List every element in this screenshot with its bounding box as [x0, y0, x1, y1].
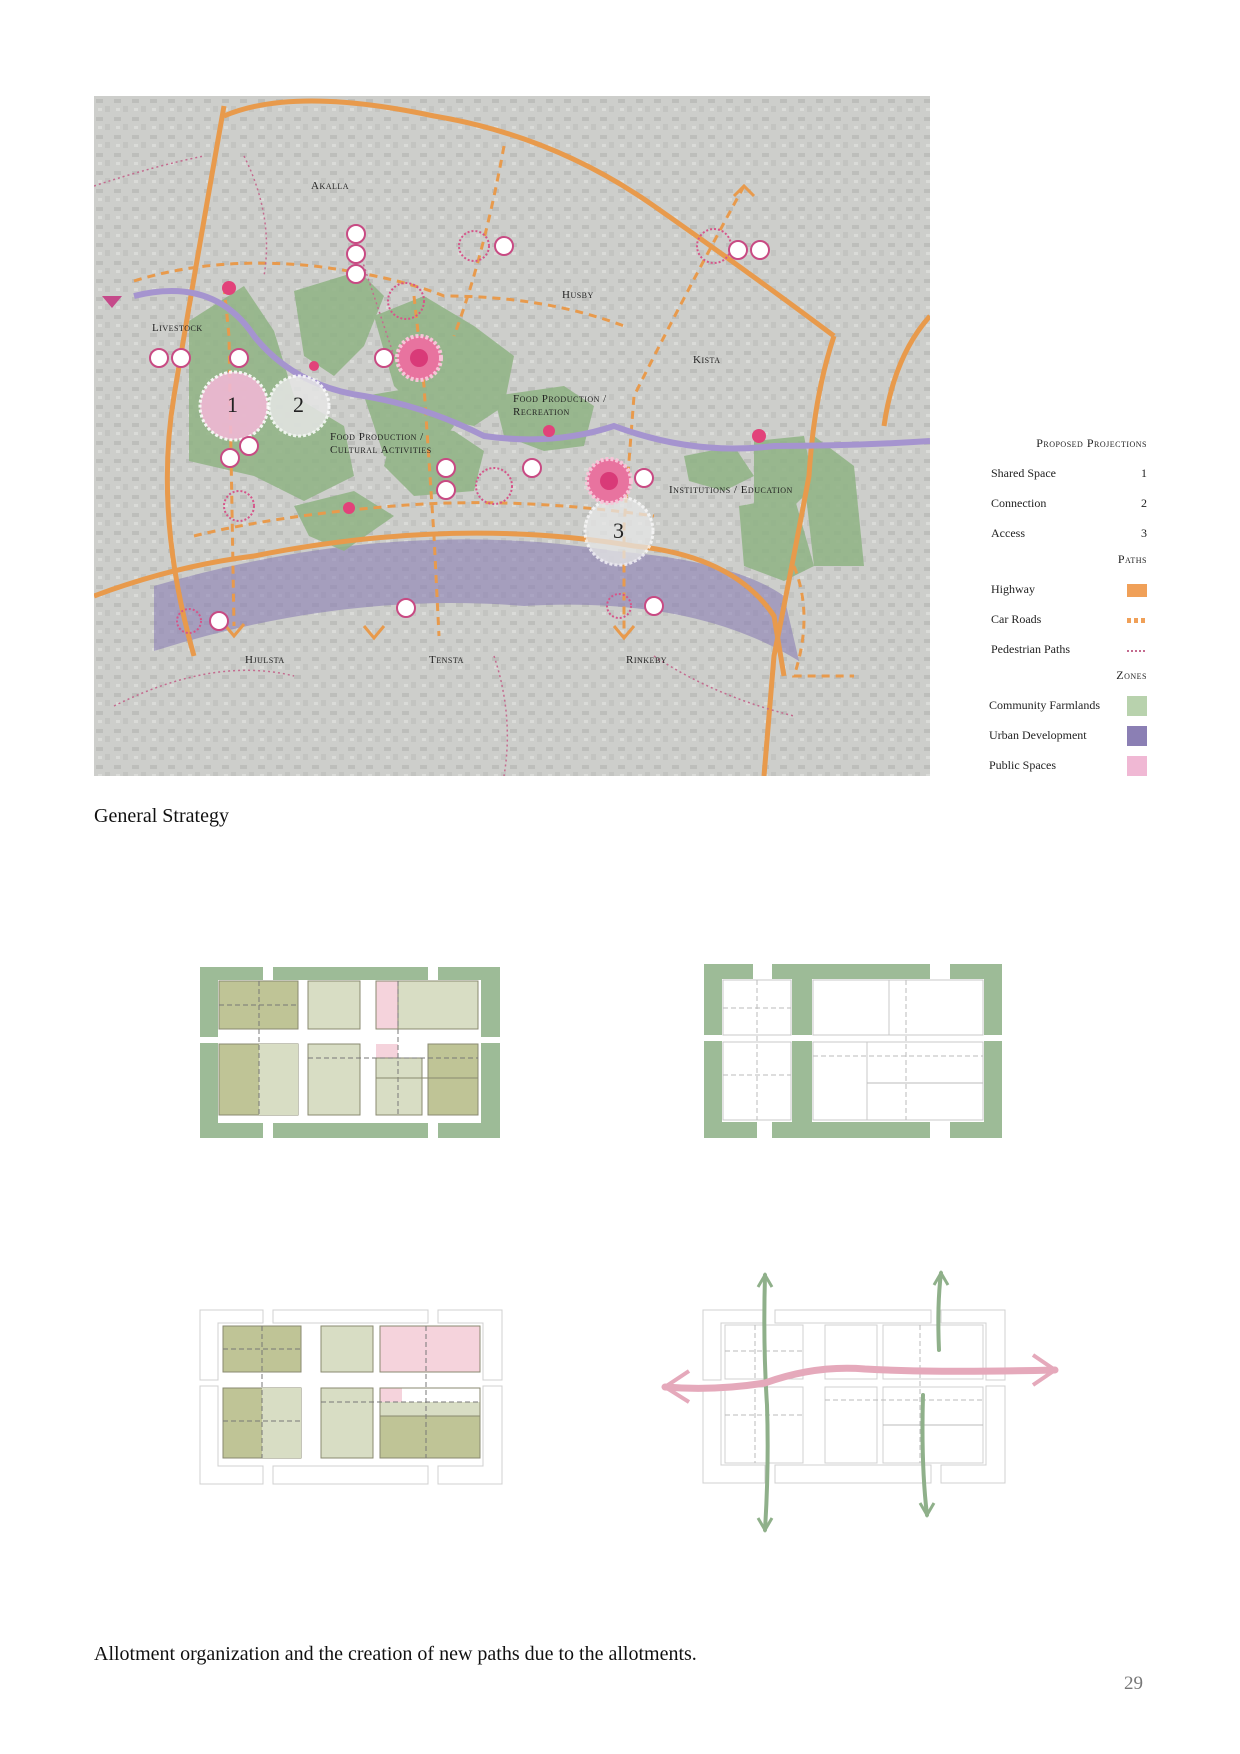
map-legend	[975, 430, 1147, 780]
legend-zones-title: Zones	[1116, 668, 1147, 682]
tractor-icon	[172, 349, 190, 367]
museum-icon	[347, 225, 365, 243]
label-livestock: Livestock	[152, 322, 203, 334]
label-tensta: Tensta	[429, 654, 464, 666]
label-food-cultural-1: Food Production /	[330, 431, 424, 443]
legend-projection-value: 1	[1141, 466, 1147, 480]
public-swatch	[1127, 756, 1147, 776]
highway-swatch	[1127, 584, 1147, 597]
music-icon	[437, 481, 455, 499]
cafe-icon	[347, 245, 365, 263]
allotment-diagram-zoned	[198, 963, 508, 1143]
legend-zone-row	[989, 758, 1147, 774]
eye-icon-center	[375, 349, 393, 367]
marker-connection: 2	[293, 392, 304, 417]
market-icon-tensta	[397, 599, 415, 617]
urban-swatch	[1127, 726, 1147, 746]
legend-zone-label: Urban Development	[989, 728, 1087, 742]
legend-path-label: Highway	[991, 582, 1035, 596]
farmland-swatch	[1127, 696, 1147, 716]
allotment-caption: Allotment organization and the creation of new paths due to the allotments.	[94, 1643, 697, 1665]
eye-icon-east	[635, 469, 653, 487]
legend-projection-row	[991, 526, 1147, 542]
allotment-diagram-perimeter	[702, 960, 1012, 1140]
allotment-diagram-plots	[198, 1306, 508, 1486]
strategy-map	[94, 96, 930, 776]
label-food-cultural-2: Cultural Activities	[330, 444, 432, 456]
legend-projections-title: Proposed Projections	[1036, 436, 1147, 450]
cart-icon	[751, 241, 769, 259]
silo-icon	[221, 449, 239, 467]
legend-projection-row	[991, 466, 1147, 482]
legend-projection-value: 2	[1141, 496, 1147, 510]
car-road-swatch	[1127, 618, 1147, 623]
label-hjulsta: Hjulsta	[245, 654, 285, 666]
allotment-diagram-plots-graphic	[198, 1306, 508, 1486]
legend-zone-label: Public Spaces	[989, 758, 1056, 772]
vertical-green-paths	[764, 1273, 941, 1530]
strategy-caption: General Strategy	[94, 805, 229, 827]
cup-icon	[437, 459, 455, 477]
legend-projection-row	[991, 496, 1147, 512]
tap-icon	[240, 437, 258, 455]
legend-path-label: Car Roads	[991, 612, 1042, 626]
legend-projection-label: Access	[991, 526, 1025, 540]
legend-path-row	[991, 612, 1147, 628]
label-institutions: Institutions / Education	[669, 484, 793, 496]
market-icon-rinkeby	[645, 597, 663, 615]
label-husby: Husby	[562, 289, 594, 301]
allotment-diagram-paths	[655, 1265, 1065, 1545]
allotment-diagram-zoned-graphic	[198, 963, 508, 1143]
tap-icon-south	[210, 612, 228, 630]
palette-icon	[347, 265, 365, 283]
legend-projection-value: 3	[1141, 526, 1147, 540]
legend-zone-row	[989, 698, 1147, 714]
graduation-icon	[495, 237, 513, 255]
legend-path-label: Pedestrian Paths	[991, 642, 1070, 656]
label-rinkeby: Rinkeby	[626, 654, 668, 666]
horizontal-pink-path	[665, 1368, 1055, 1388]
label-food-recreation-2: Recreation	[513, 406, 570, 418]
market-icon	[729, 241, 747, 259]
paths-plot-outline	[703, 1310, 1005, 1483]
map-graphic	[94, 96, 930, 776]
legend-path-row	[991, 642, 1147, 658]
pedestrian-path-swatch	[1127, 650, 1147, 652]
swim-icon	[523, 459, 541, 477]
allotment-diagram-perimeter-graphic	[702, 960, 1012, 1140]
leaf-icon	[150, 349, 168, 367]
label-food-recreation-1: Food Production /	[513, 393, 607, 405]
marker-shared-space: 1	[227, 392, 238, 417]
legend-zone-row	[989, 728, 1147, 744]
legend-paths-title: Paths	[1117, 552, 1147, 566]
legend-projection-label: Shared Space	[991, 466, 1056, 480]
label-kista: Kista	[693, 354, 721, 366]
page-number: 29	[1124, 1673, 1143, 1694]
allotment-diagram-paths-graphic	[655, 1265, 1065, 1545]
marker-access: 3	[613, 518, 624, 543]
eye-icon	[230, 349, 248, 367]
legend-projection-label: Connection	[991, 496, 1047, 510]
legend-zone-label: Community Farmlands	[989, 698, 1100, 712]
label-akalla: Akalla	[311, 180, 350, 192]
legend-path-row	[991, 582, 1147, 598]
